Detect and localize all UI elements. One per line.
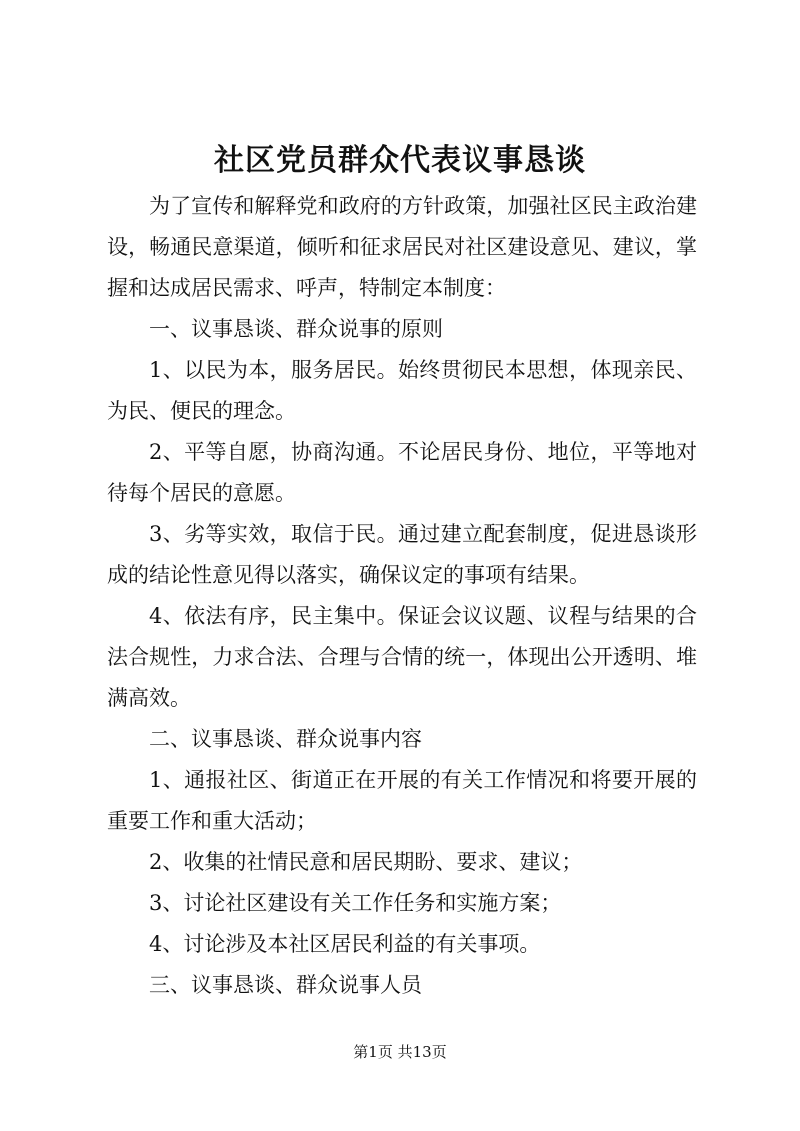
section-heading-principles: 一、议事恳谈、群众说事的原则	[149, 317, 443, 341]
content-item: 4、讨论涉及本社区居民利益的有关事项。	[149, 932, 541, 956]
content-item: 2、收集的社情民意和居民期盼、要求、建议；	[149, 850, 583, 874]
page-number: 第1页 共13页	[353, 1043, 447, 1061]
principle-item: 2、平等自愿，协商沟通。不论居民身份、地位，平等地对待每个居民的意愿。	[107, 440, 697, 505]
document-body	[107, 186, 697, 1006]
principle-item: 1、以民为本，服务居民。始终贯彻民本思想，体现亲民、为民、便民的理念。	[107, 358, 697, 423]
principle-item: 3、劣等实效，取信于民。通过建立配套制度，促进恳谈形成的结论性意见得以落实，确保议定的事项有结果。	[107, 522, 697, 587]
intro-paragraph: 为了宣传和解释党和政府的方针政策，加强社区民主政治建设，畅通民意渠道，倾听和征求居民对社区建设意见、建议，掌握和达成居民需求、呼声，特制定本制度：	[107, 194, 697, 300]
section-heading-personnel: 三、议事恳谈、群众说事人员	[149, 973, 422, 997]
section-heading-content: 二、议事恳谈、群众说事内容	[149, 727, 422, 751]
principle-item: 4、依法有序，民主集中。保证会议议题、议程与结果的合法合规性，力求合法、合理与合情的统一，体现出公开透明、堆满高效。	[107, 604, 697, 710]
document-title: 社区党员群众代表议事恳谈	[214, 143, 586, 178]
content-item: 3、讨论社区建设有关工作任务和实施方案；	[149, 891, 562, 915]
content-item: 1、通报社区、街道正在开展的有关工作情况和将要开展的重要工作和重大活动；	[107, 768, 697, 833]
